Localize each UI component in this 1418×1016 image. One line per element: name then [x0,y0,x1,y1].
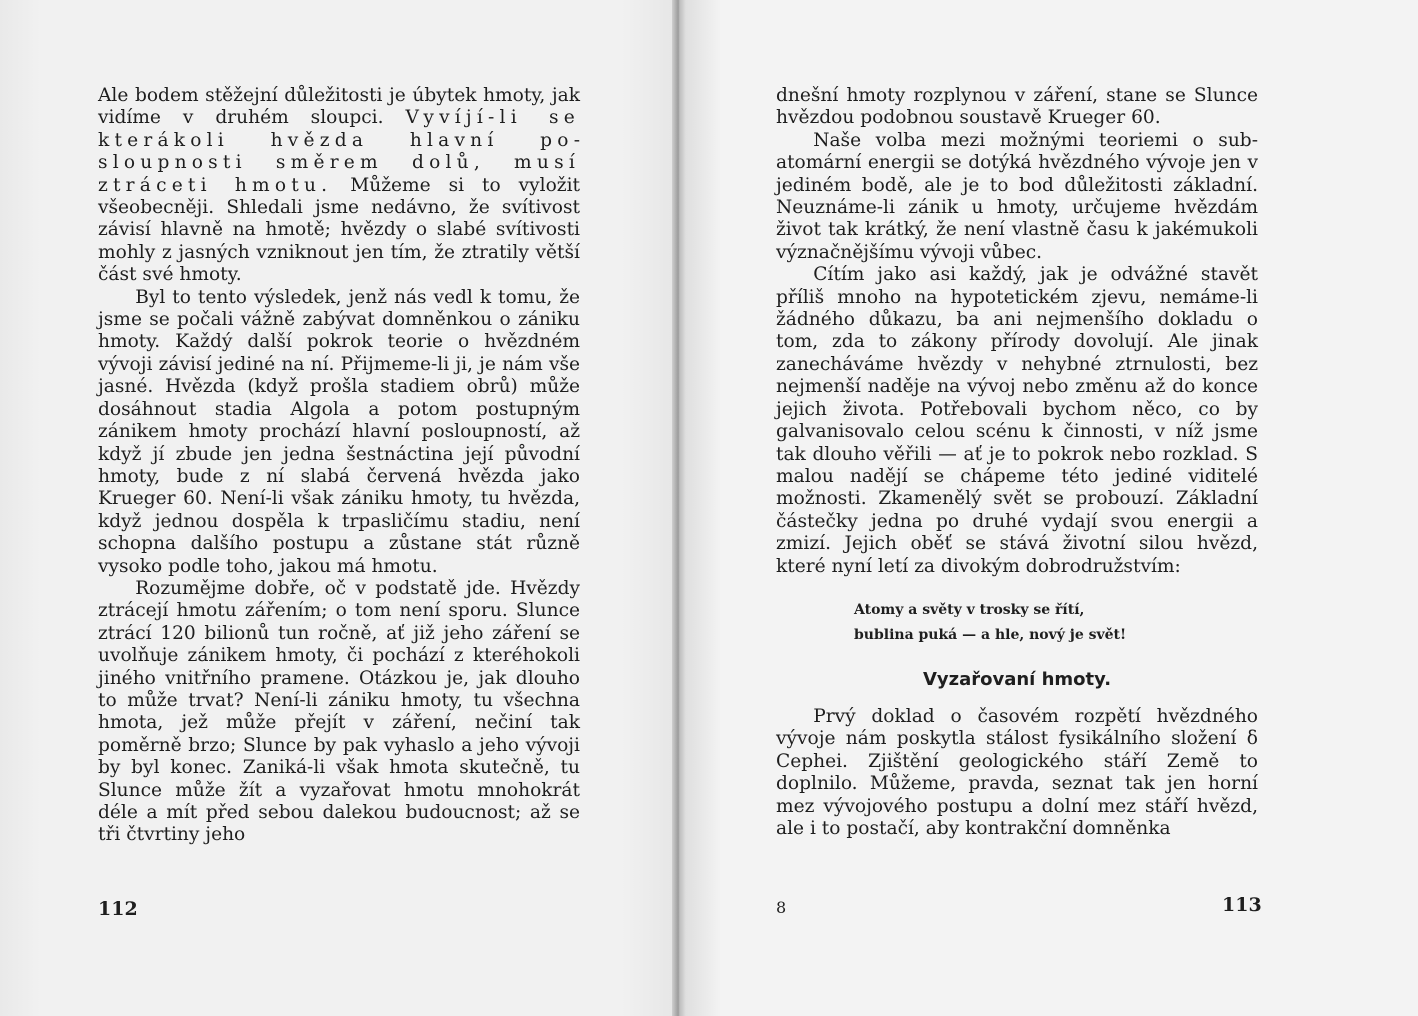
verse-line: Atomy a světy v trosky se řítí, [854,601,1085,618]
paragraph-subatomic: Naše volba mezi možnými teoriemi o subatomární energii se dotýká hvězdného vývoje jen v jediném bodě, ale je to bod důležitosti základní. Neuznáme-li zánik u hmoty, určujeme hvězdám život tak krátký, že není vlastně času k jakémukoli význačnějšímu vývoji vůbec. [776,129,1258,263]
book-gutter [672,0,686,1016]
paragraph-evidence: Prvý doklad o časovém rozpětí hvězdného vývoje nám poskytla stálost fysikálního složení δ Cephei. Zjištění geologického stáří Země to doplnilo. Můžeme, pravda, seznat tak jen horní mez vývojového postupu a dolní mez stáří hvězd, ale i to postačí, aby kontrakční domněnka [776,705,1258,839]
verse-line: bublina puká — a hle, nový je svět! [854,626,1127,643]
paragraph-hypothesis: Cítím jako asi každý, jak je odvážné stavět příliš mnoho na hypotetickém zjevu, nemáme-li žádného důkazu, ba ani nejmenšího dokladu o tom, zda to zákony přírody dovolují. Ale jinak zanecháváme hvězdy v nehybné ztrnulosti, bez nejmenší naděje na vývoj nebo změnu až do konce jejich života. Potřebovali bychom něco, co by galvanisovalo celou scénu k činnosti, v níž jsme tak dlouho věřili — ať je to pokrok nebo rozklad. S malou nadějí se chápeme této jediné viditelé možnosti. Zkamenělý svět se probouzí. Základní částečky jedna po druhé vydají svou energii a zmizí. Jejich oběť se stává životní silou hvězd, které nyní letí za divokým dobrodružstvím: [776,264,1258,577]
page-number-right: 113 [1222,894,1262,916]
paragraph-mass-loss: Byl to tento výsledek, jenž nás vedl k tomu, že jsme se počali vážně zabývat domněnkou o zániku hmoty. Každý další pokrok teorie o hvězdném vývoji závisí jediné na ní. Přijmeme-li ji, je nám vše jasné. Hvězda (když prošla stadiem obrů) může dosáhnout stadia Algola a potom postupným zánikem hmoty prochází hlavní posloupností, až když jí zbude jen jedna šestnáctina její původní hmoty, bude z ní slabá červená hvězda jako Krueger 60. Není-li však zániku hmoty, tu hvězda, když jednou dospěla k trpasličímu stadiu, není schopna dalšího postupu a zůstane stát různě vysoko podle toho, jakou má hmotu. [98,286,580,577]
paragraph-continuation: dnešní hmoty rozplynou v záření, stane se Slunce hvězdou podobnou soustavě Krueger 60. [776,85,1258,129]
paragraph-radiation: Rozumějme dobře, oč v podstatě jde. Hvězdy ztrácejí hmotu zářením; o tom není sporu. Slunce ztrácí 120 bilionů tun ročně, ať již jeho záření se uvolňuje zánikem hmoty, či pochází z kteréhokoli jiného vnitřního pramene. Otázkou je, jak dlouho to může trvat? Není-li zániku hmoty, tu všechna hmota, jež může přejít v záření, nečiní tak poměrně brzo; Slunce by pak vyhaslo a jeho vývoji by byl konec. Zaniká-li však hmota skutečně, tu Slunce může žít a vyzařovat hmotu mnohokrát déle a mít před sebou dalekou budoucnost; až se tři čtvrtiny jeho [98,577,580,846]
left-page-text [98,85,580,847]
emphasized-sentence: Vyvíjí-li se kterákoli hvězda hlavní posloupnosti směrem dolů, musí ztráceti hmotu. [98,107,580,196]
section-heading: Vyzařovaní hmoty. [922,668,1112,690]
right-page-text [776,85,1258,840]
paragraph-intro: Ale bodem stěžejní důležitosti je úbytek hmoty, jak vidíme v druhém sloupci. Vyvíjí-li se kterákoli hvězda hlavní posloupnosti směrem dolů, musí ztráceti hmotu. Můžeme si to vyložit všeobecněji. Shledali jsme nedávno, že svítivost závisí hlavně na hmotě; hvězdy o slabé svítivosti mohly z jasných vzniknout jen tím, že ztratily větší část své hmoty. [98,85,580,286]
page-number-left: 112 [98,898,138,920]
signature-mark: 8 [776,898,787,917]
verse-quote [776,598,1258,648]
